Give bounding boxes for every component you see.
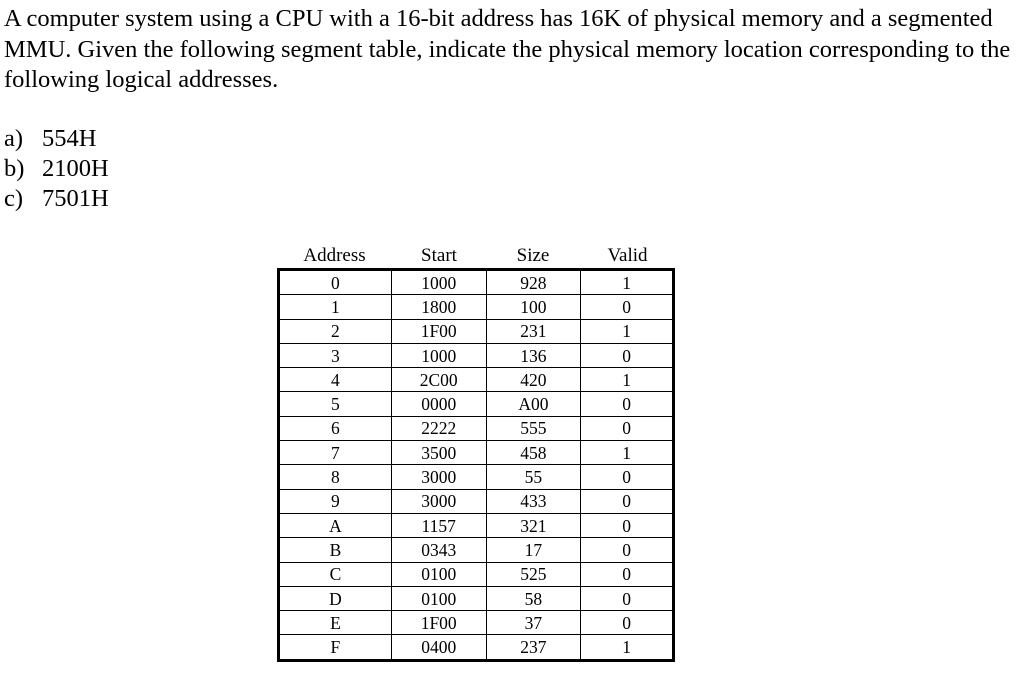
cell-valid: 0 xyxy=(581,562,674,586)
table-row xyxy=(279,416,674,440)
cell-size: 100 xyxy=(486,295,581,319)
cell-size: 928 xyxy=(486,270,581,295)
cell-address: 5 xyxy=(279,392,392,416)
cell-size: 55 xyxy=(486,465,581,489)
cell-start: 0000 xyxy=(391,392,486,416)
cell-start: 1F00 xyxy=(391,319,486,343)
header-size: Size xyxy=(516,245,550,266)
cell-address: A xyxy=(279,513,392,537)
cell-size: 136 xyxy=(486,343,581,367)
table-row xyxy=(279,368,674,392)
table-row xyxy=(279,343,674,367)
option-value: 2100H xyxy=(42,155,109,182)
cell-start: 1800 xyxy=(391,295,486,319)
cell-size: A00 xyxy=(486,392,581,416)
cell-size: 231 xyxy=(486,319,581,343)
cell-address: 9 xyxy=(279,489,392,513)
table-row xyxy=(279,441,674,465)
cell-start: 3000 xyxy=(391,489,486,513)
segment-table xyxy=(277,268,675,662)
cell-start: 0343 xyxy=(391,538,486,562)
cell-valid: 1 xyxy=(581,319,674,343)
cell-size: 420 xyxy=(486,368,581,392)
option-value: 554H xyxy=(42,125,97,152)
cell-start: 3500 xyxy=(391,441,486,465)
cell-address: 7 xyxy=(279,441,392,465)
cell-address: 3 xyxy=(279,343,392,367)
cell-valid: 0 xyxy=(581,538,674,562)
cell-start: 2C00 xyxy=(391,368,486,392)
table-row xyxy=(279,489,674,513)
cell-size: 555 xyxy=(486,416,581,440)
question-text: A computer system using a CPU with a 16-bit address has 16K of physical memory and a segmented MMU. Given the following segment table, indicate the physical memory location corresponding to the following logical addresses. xyxy=(4,5,1011,93)
table-row xyxy=(279,392,674,416)
cell-address: F xyxy=(279,635,392,660)
table-row xyxy=(279,513,674,537)
option-b xyxy=(4,154,109,184)
cell-valid: 0 xyxy=(581,489,674,513)
option-letter: c) xyxy=(4,185,24,212)
cell-valid: 1 xyxy=(581,635,674,660)
cell-address: 2 xyxy=(279,319,392,343)
cell-size: 458 xyxy=(486,441,581,465)
cell-address: 1 xyxy=(279,295,392,319)
cell-address: 4 xyxy=(279,368,392,392)
cell-valid: 0 xyxy=(581,416,674,440)
cell-size: 321 xyxy=(486,513,581,537)
cell-start: 3000 xyxy=(391,465,486,489)
table-row xyxy=(279,586,674,610)
segment-table-section xyxy=(277,244,677,662)
cell-size: 37 xyxy=(486,611,581,635)
cell-size: 433 xyxy=(486,489,581,513)
cell-valid: 0 xyxy=(581,586,674,610)
segment-table-body xyxy=(279,270,674,661)
cell-address: 0 xyxy=(279,270,392,295)
option-letter: a) xyxy=(4,125,24,152)
cell-valid: 1 xyxy=(581,368,674,392)
option-letter: b) xyxy=(4,155,25,182)
cell-address: E xyxy=(279,611,392,635)
cell-valid: 0 xyxy=(581,513,674,537)
cell-address: D xyxy=(279,586,392,610)
cell-start: 0100 xyxy=(391,562,486,586)
cell-valid: 0 xyxy=(581,611,674,635)
cell-address: 6 xyxy=(279,416,392,440)
header-address: Address xyxy=(303,245,366,266)
option-a xyxy=(4,124,109,154)
cell-size: 525 xyxy=(486,562,581,586)
cell-size: 17 xyxy=(486,538,581,562)
cell-start: 2222 xyxy=(391,416,486,440)
cell-valid: 0 xyxy=(581,465,674,489)
cell-valid: 0 xyxy=(581,295,674,319)
option-value: 7501H xyxy=(42,185,109,212)
cell-valid: 0 xyxy=(581,392,674,416)
header-valid: Valid xyxy=(607,245,648,266)
answer-options-list xyxy=(4,124,109,214)
table-row xyxy=(279,465,674,489)
cell-start: 1000 xyxy=(391,343,486,367)
table-row xyxy=(279,270,674,295)
cell-address: B xyxy=(279,538,392,562)
cell-address: C xyxy=(279,562,392,586)
cell-start: 1157 xyxy=(391,513,486,537)
cell-start: 0100 xyxy=(391,586,486,610)
header-start: Start xyxy=(421,245,457,266)
option-c xyxy=(4,184,109,214)
table-row xyxy=(279,295,674,319)
table-row xyxy=(279,562,674,586)
cell-start: 1F00 xyxy=(391,611,486,635)
cell-size: 237 xyxy=(486,635,581,660)
cell-start: 1000 xyxy=(391,270,486,295)
cell-start: 0400 xyxy=(391,635,486,660)
table-row xyxy=(279,319,674,343)
segment-table-header xyxy=(277,244,677,268)
table-row xyxy=(279,611,674,635)
cell-size: 58 xyxy=(486,586,581,610)
table-row xyxy=(279,635,674,660)
cell-address: 8 xyxy=(279,465,392,489)
table-row xyxy=(279,538,674,562)
cell-valid: 0 xyxy=(581,343,674,367)
cell-valid: 1 xyxy=(581,270,674,295)
cell-valid: 1 xyxy=(581,441,674,465)
